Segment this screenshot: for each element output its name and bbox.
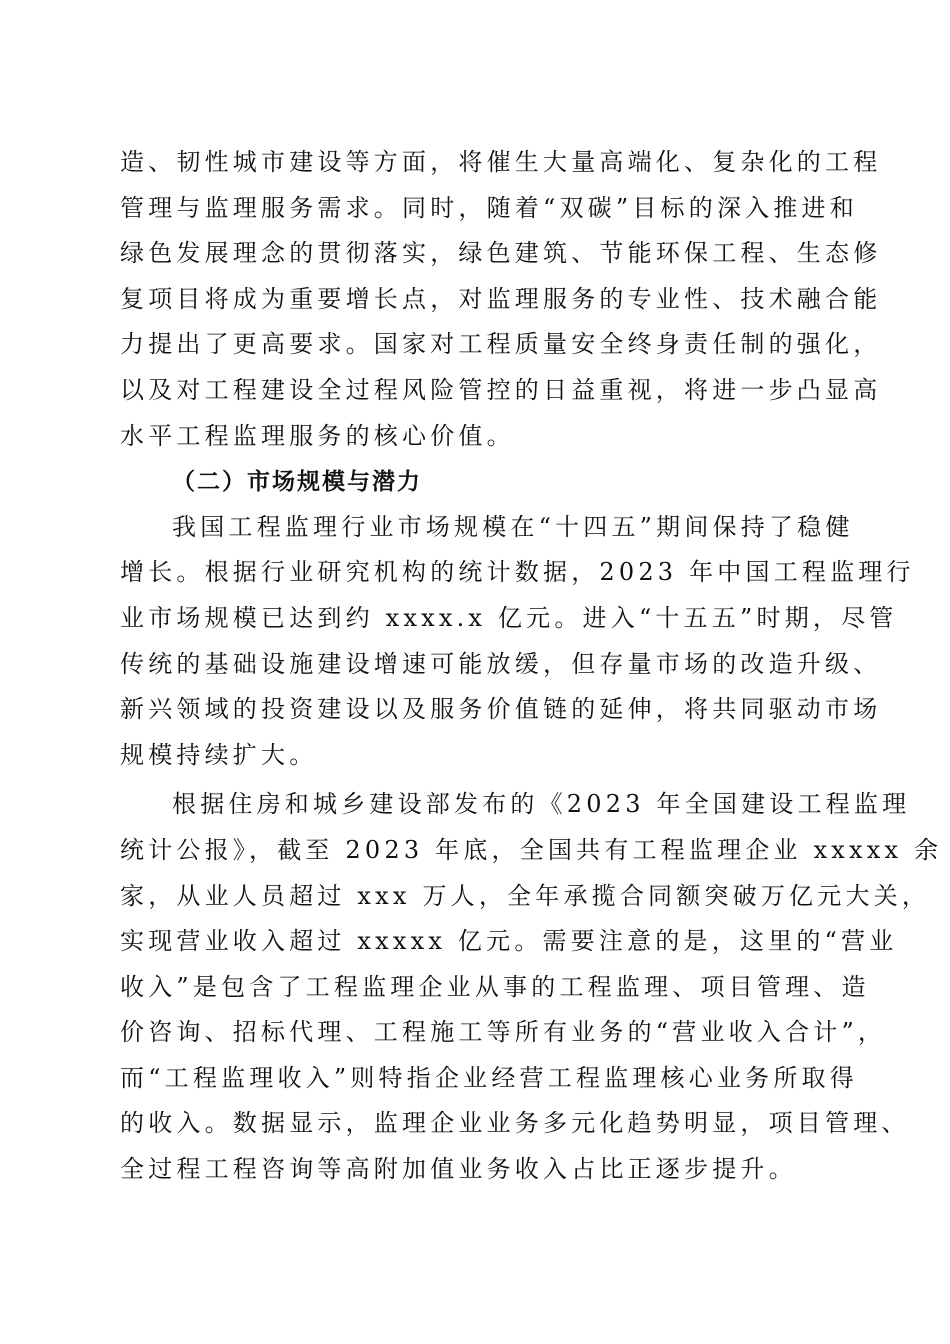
text-line: 价咨询、招标代理、工程施工等所有业务的“营业收入合计”，	[120, 1018, 887, 1047]
text-line: 以及对工程建设全过程风险管控的日益重视，将进一步凸显高	[120, 375, 882, 404]
text-line: 统计公报》，截至 2023 年底，全国共有工程监理企业 xxxxx 余	[120, 835, 943, 864]
text-line: 水平工程监理服务的核心价值。	[120, 421, 515, 450]
text-line: 传统的基础设施建设增速可能放缓，但存量市场的改造升级、	[120, 649, 882, 678]
text-line: 力提出了更高要求。国家对工程质量安全终身责任制的强化，	[120, 330, 882, 359]
text-line: 的收入。数据显示，监理企业业务多元化趋势明显，项目管理、	[120, 1109, 910, 1138]
text-line: 我国工程监理行业市场规模在“十四五”期间保持了稳健	[172, 512, 854, 541]
text-line: 管理与监理服务需求。同时，随着“双碳”目标的深入推进和	[120, 193, 858, 222]
text-line: 规模持续扩大。	[120, 740, 318, 769]
text-line: 根据住房和城乡建设部发布的《2023 年全国建设工程监理	[172, 790, 911, 819]
text-line: 复项目将成为重要增长点，对监理服务的专业性、技术融合能	[120, 284, 882, 313]
text-line: 实现营业收入超过 xxxxx 亿元。需要注意的是，这里的“营业	[120, 927, 898, 956]
text-line: 增长。根据行业研究机构的统计数据，2023 年中国工程监理行	[120, 558, 915, 587]
text-line: 业市场规模已达到约 xxxx.x 亿元。进入“十五五”时期，尽管	[120, 603, 898, 632]
text-line: 全过程工程咨询等高附加值业务收入占比正逐步提升。	[120, 1155, 797, 1184]
paragraph-3	[120, 782, 943, 1192]
text-line: 新兴领域的投资建设以及服务价值链的延伸，将共同驱动市场	[120, 695, 882, 724]
section-heading: （二）市场规模与潜力	[172, 468, 422, 496]
document-body	[120, 140, 943, 1193]
text-line: 家，从业人员超过 xxx 万人，全年承揽合同额突破万亿元大关，	[120, 881, 931, 910]
text-line: 绿色发展理念的贯彻落实，绿色建筑、节能环保工程、生态修	[120, 239, 882, 268]
text-line: 而“工程监理收入”则特指企业经营工程监理核心业务所取得	[120, 1063, 858, 1092]
text-line: 收入”是包含了工程监理企业从事的工程监理、项目管理、造	[120, 972, 870, 1001]
paragraph-1	[120, 140, 882, 459]
paragraph-2	[120, 505, 915, 779]
text-line: 造、韧性城市建设等方面，将催生大量高端化、复杂化的工程	[120, 148, 882, 176]
